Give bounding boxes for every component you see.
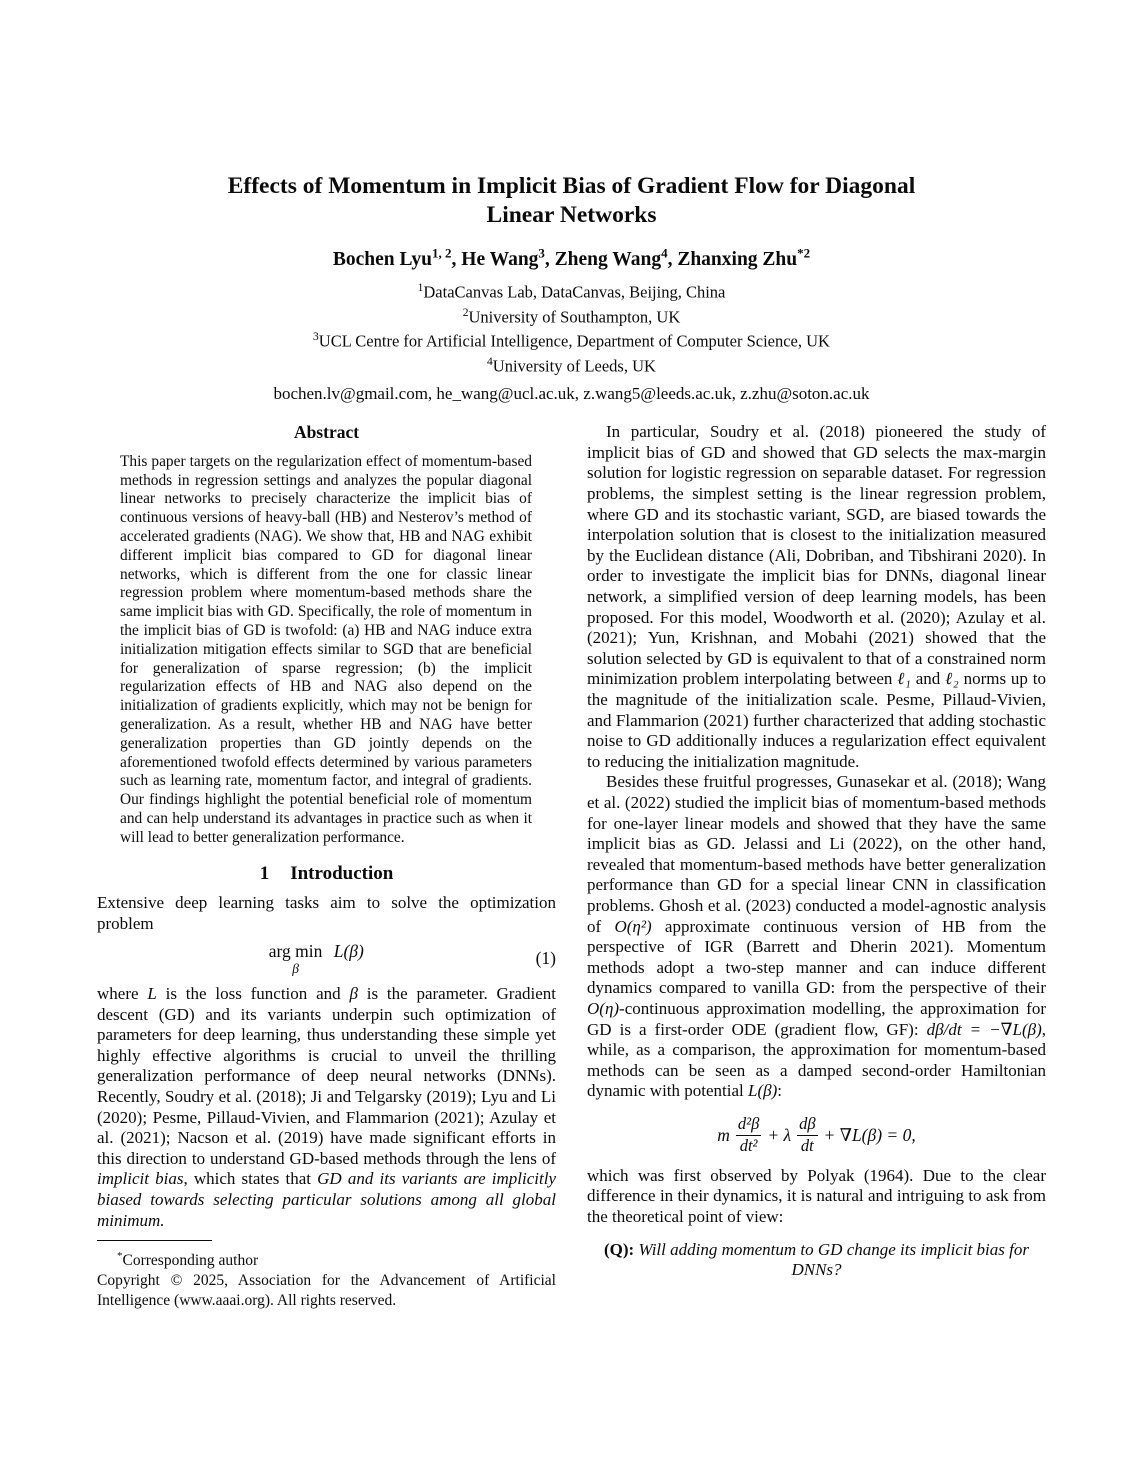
paper-header (97, 172, 1046, 404)
eq2-gradient-term: + ∇L(β) = 0, (823, 1125, 916, 1146)
footnote-corresponding-author: *Corresponding author (117, 1250, 259, 1270)
footnote-copyright: Copyright © 2025, Association for the Advancement of Artificial Intelligence (www.aaai.org). All rights reserved. (97, 1272, 556, 1310)
para-polyak: which was first observed by Polyak (1964). Due to the clear difference in their dynamics, it is natural and intriguing to ask from the theoretical point of view: (587, 1165, 1046, 1226)
para-momentum-methods: Besides these fruitful progresses, Gunasekar et al. (2018); Wang et al. (2022) studied the implicit bias of momentum-based methods for one-layer linear models and showed that they have the same implicit bias as GD. Jelassi and Li (2022), on the other hand, revealed that momentum-based methods have better generalization performance than GD for a special linear CNN in classification problems. Ghosh et al. (2023) conducted a model-agnostic analysis of O(η²) approximate continuous version of HB from the perspective of IGR (Barrett and Dherin 2021). Momentum methods adopt a two-step manner and can induce different dynamics compared to vanilla GD: from the perspective of their O(η)-continuous approximation modelling, the approximation for GD is a first-order ODE (gradient flow, GF): dβ/dt = −∇L(β), while, as a comparison, the approximation for momentum-based methods can be seen as a damped second-order Hamiltonian dynamic with potential L(β): (587, 772, 1046, 1101)
section-heading-introduction (97, 864, 556, 885)
author-1-affiliation-sup: 1, 2 (432, 245, 452, 261)
intro-paragraph-1: Extensive deep learning tasks aim to solve the optimization problem (97, 893, 556, 933)
author-line (97, 246, 1046, 272)
abstract-body: This paper targets on the regularization effect of momentum-based methods in regression settings and analyzes the popular diagonal linear networks to precisely characterize the implicit bias of continuous versions of heavy-ball (HB) and Nesterov’s method of accelerated gradients (NAG). We show that, HB and NAG exhibit different implicit bias compared to GD for diagonal linear networks, which is different from the one for classic linear regression problem where momentum-based methods share the same implicit bias with GD. Specifically, the role of momentum in the implicit bias of GD is twofold: (a) HB and NAG induce extra initialization mitigation effects similar to SGD that are beneficial for generalization of sparse regression; (b) the implicit regularization effects of HB and NAG also depend on the initialization of gradients explicitly, which may not be benign for generalization. As a result, whether HB and NAG have better generalization properties than GD jointly depends on the aforementioned twofold effects determined by various parameters such as learning rate, momentum factor, and integral of gradients. Our findings highlight the potential beneficial role of momentum and can help understand its advantages in practice such as when it will lead to better generalization performance. (120, 452, 532, 846)
eq2-lambda-term: + λ (767, 1125, 792, 1146)
affiliation-list (97, 278, 1046, 376)
affiliation-4: $^4$University of Leeds, UK (487, 355, 656, 376)
equation-1-expression: L(β) (333, 941, 364, 962)
para-implicit-bias-gd: In particular, Soudry et al. (2018) pioneered the study of implicit bias of GD and showed that GD selects the max-margin solution for logistic regression on separable dataset. For regression problems, the simplest setting is the linear regression problem, where GD and its stochastic variant, SGD, are biased towards the interpolation solution that is closest to the initialization measured by the Euclidean distance (Ali, Dobriban, and Tibshirani 2020). In order to investigate the implicit bias for DNNs, diagonal linear network, a simplified version of deep learning models, has been proposed. For this model, Woodworth et al. (2020); Azulay et al. (2021); Yun, Krishnan, and Mobahi (2021) showed that the solution selected by GD is equivalent to that of a constrained norm minimization problem interpolating between ℓ₁ and ℓ₂ norms up to the magnitude of the initialization scale. Pesme, Pillaud-Vivien, and Flammarion (2021) further characterized that adding stochastic noise to GD additionally induces a regularization effect equivalent to reducing the initialization magnitude. (587, 422, 1047, 771)
right-column (587, 422, 1046, 1311)
argmin-subscript: β (292, 960, 299, 976)
author-2: He Wang$^3$, (461, 245, 555, 271)
equation-hamiltonian (587, 1115, 1046, 1156)
section-number: 1 (259, 862, 270, 884)
argmin-operator: arg min β (268, 941, 323, 976)
section-title: Introduction (290, 862, 394, 884)
author-emails: bochen.lv@gmail.com, he_wang@ucl.ac.uk, z.wang5@leeds.ac.uk, z.zhu@soton.ac.uk (273, 384, 870, 404)
author-4-affiliation-sup: *2 (797, 245, 811, 261)
left-column (97, 422, 556, 1311)
equation-1 (97, 941, 556, 975)
eq2-mass-term: m (717, 1125, 730, 1146)
question-text: Will adding momentum to GD change its implicit bias for DNNs? (634, 1239, 1029, 1280)
footnote-block (97, 1240, 556, 1311)
author-3-affiliation-sup: 4 (661, 245, 668, 261)
author-3: Zheng Wang$^4$, (554, 245, 678, 271)
eq2-fraction-2: $\frac{d\beta}{dt}$ (799, 1113, 816, 1155)
research-question (587, 1240, 1046, 1281)
author-2-affiliation-sup: 3 (538, 245, 545, 261)
eq2-fraction-1: $\frac{\text{d²β}}{\text{dt²}}$ (737, 1113, 760, 1155)
affiliation-2: $^2$University of Southampton, UK (462, 306, 681, 327)
paper-title: Effects of Momentum in Implicit Bias of Gradient Flow for Diagonal Linear Networks (227, 173, 916, 228)
affiliation-1: $^1$DataCanvas Lab, DataCanvas, Beijing, China (417, 282, 726, 302)
author-4: Zhanxing Zhu$^{*2}$ (677, 245, 811, 271)
author-1: Bochen Lyu$^{1, 2}$, (332, 245, 462, 271)
affiliation-3: $^3$UCL Centre for Artificial Intelligence, Department of Computer Science, UK (313, 331, 830, 351)
footnote-rule (97, 1240, 212, 1241)
two-column-body (97, 422, 1046, 1311)
question-label: (Q): (604, 1239, 635, 1259)
intro-paragraph-2: where L is the loss function and β is the parameter. Gradient descent (GD) and its variants underpin such optimization of parameters for deep learning, thus understanding these simple yet highly effective algorithms is crucial to unveil the thrilling generalization performance of deep neural networks (DNNs). Recently, Soudry et al. (2018); Ji and Telgarsky (2019); Lyu and Li (2020); Pesme, Pillaud-Vivien, and Flammarion (2021); Azulay et al. (2021); Nacson et al. (2019) have made significant efforts in this direction to understand GD-based methods through the lens of implicit bias, which states that GD and its variants are implicitly biased towards selecting particular solutions among all global minimum. (97, 983, 556, 1230)
equation-1-number: (1) (535, 947, 556, 968)
abstract-heading: Abstract (293, 422, 360, 443)
